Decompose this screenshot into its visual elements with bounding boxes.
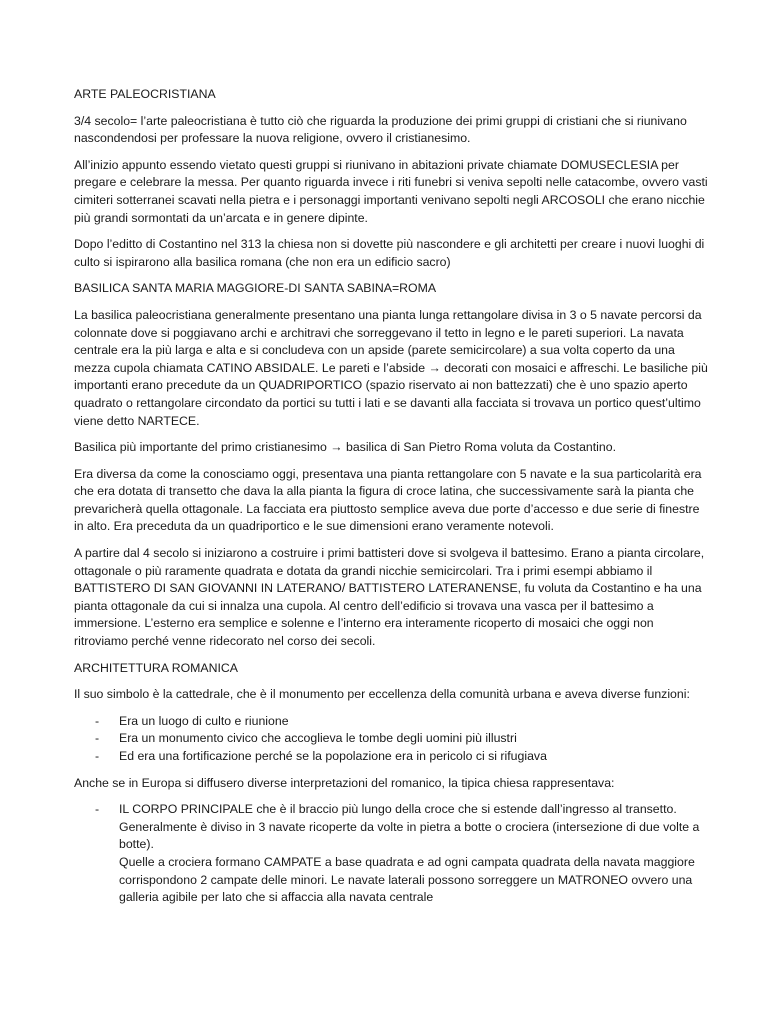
paragraph-europa: Anche se in Europa si diffusero diverse interpretazioni del romanico, la tipica chiesa rappresentava: bbox=[74, 775, 615, 790]
paragraph-domus-ecclesia: All’inizio appunto essendo vietato questi gruppi si riunivano in abitazioni private chiamate DOMUSECLESIA per pregare e celebrare la messa. Per quanto riguarda invece i riti funebri si veniva sepolti nelle catacombe, ovvero vasti cimiteri sotterranei scavati nella pietra e i personaggi importanti venivano sepolti negli ARCOSOLI che erano nicchie più grandi sormontati da un’arcata e in genere dipinte. bbox=[74, 157, 708, 225]
paragraph-basilica: La basilica paleocristiana generalmente presentano una pianta lunga rettangolare divisa in 3 o 5 navate percorsi da colonnate dove si poggiavano archi e architravi che sorreggevano il tetto in legno e le pareti superiori. La navata centrale era la più larga e alta e si concludeva con un apside (parete semicircolare) a sua volta coperto da una mezza cupola chiamata CATINO ABSIDALE. Le pareti e l’abside → decorati con mosaici e affreschi. Le basiliche più importanti erano precedute da un QUADRIPORTICO (spazio riservato ai non battezzati) che è uno spazio aperto quadrato o rettangolare circondato da portici su tutti i lati e se davanti alla facciata si trovava un portico quest’ultimo viene detto NARTECE. bbox=[74, 307, 708, 428]
heading-romanica: ARCHITETTURA ROMANICA bbox=[74, 660, 238, 675]
list-item-continuation: Quelle a crociera formano CAMPATE a base quadrata e ad ogni campata quadrata della navata maggiore corrispondono 2 campate delle minori. Le navate laterali possono sorreggere un MATRONEO ovvero una galleria agibile per lato che si affaccia alla navata centrale bbox=[119, 854, 695, 905]
paragraph-san-pietro: Basilica più importante del primo cristianesimo → basilica di San Pietro Roma voluta da Costantino. bbox=[74, 440, 616, 455]
paragraph-intro: 3/4 secolo= l’arte paleocristiana è tutto ciò che riguarda la produzione dei primi gruppi di cristiani che si riunivano nascondendosi per professare la nuova religione, ovvero il cristianesimo. bbox=[74, 113, 687, 146]
list-item-text: - IL CORPO PRINCIPALE che è il braccio più lungo della croce che si estende dall’ingresso al transetto. Generalmente è diviso in 3 navate ricoperte da volte in pietra a botte o crociera (intersezione di due volte a botte). bbox=[119, 802, 700, 852]
paragraph-battisteri: A partire dal 4 secolo si iniziarono a costruire i primi battisteri dove si svolgeva il battesimo. Erano a pianta circolare, ottagonale o più raramente quadrata e dotata da grandi nicchie semicircolari. Tra i primi esempi abbiamo il BATTISTERO DI SAN GIOVANNI IN LATERANO/ BATTISTERO LATERANENSE, fu voluta da Costantino e ha una pianta ottagonale da cui si innalza una cupola. Al centro dell’edificio si trovava una vasca per il battesimo a immersione. L’esterno era semplice e solenne e l’interno era interamente ricoperto di mosaici che oggi non ritroviamo perché venne ridecorato nel corso dei secoli. bbox=[74, 546, 705, 649]
paragraph-editto: Dopo l’editto di Costantino nel 313 la chiesa non si dovette più nascondere e gli architetti per creare i nuovi luoghi di culto si ispirarono alla basilica romana (che non era un edificio sacro) bbox=[74, 237, 705, 269]
list-item: - Ed era una fortificazione perché se la popolazione era in pericolo ci si rifugiava bbox=[74, 748, 708, 766]
list-item: - Era un luogo di culto e riunione bbox=[74, 713, 708, 731]
list-item: - Era un monumento civico che accoglieva le tombe degli uomini più illustri bbox=[74, 730, 708, 748]
paragraph-diversa: Era diversa da come la conosciamo oggi, presentava una pianta rettangolare con 5 navate e la sua particolarità era che era dotata di transetto che dava la alla pianta la figura di croce latina, che successivamente sarà la pianta che prevaricherà quella ottagonale. La facciata era piuttosto semplice aveva due porte d’accesso e due serie di finestre in alto. Era preceduta da un quadriportico e le sue dimensioni erano veramente notevoli. bbox=[74, 466, 702, 534]
list-item-corpo-principale bbox=[74, 801, 708, 907]
document-title: ARTE PALEOCRISTIANA bbox=[74, 87, 216, 101]
list-funzioni bbox=[74, 713, 708, 766]
heading-basilica: BASILICA SANTA MARIA MAGGIORE-DI SANTA SABINA=ROMA bbox=[74, 281, 437, 296]
paragraph-simbolo: Il suo simbolo è la cattedrale, che è il monumento per eccellenza della comunità urbana e aveva diverse funzioni: bbox=[74, 687, 690, 702]
list-corpo bbox=[74, 801, 708, 907]
